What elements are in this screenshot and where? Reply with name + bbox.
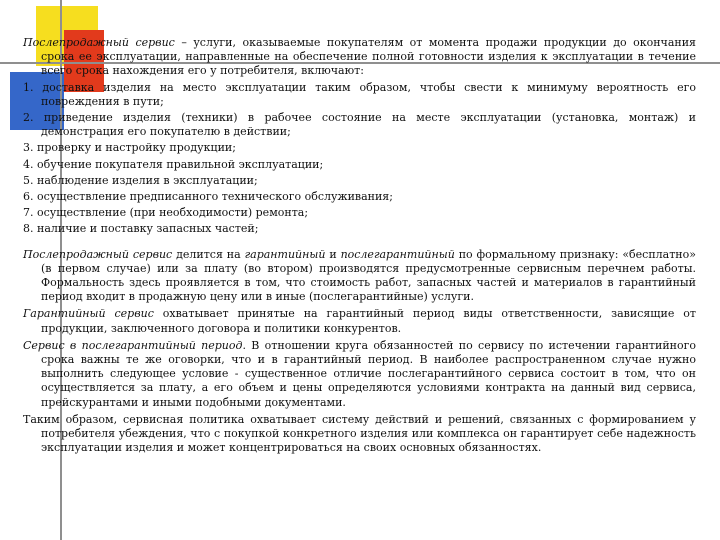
division-term-post-warranty: послегарантийный — [340, 247, 455, 261]
warranty-term: Гарантийный сервис — [23, 307, 154, 321]
warranty-text: охватывает принятые на гарантийный период виды ответственности, зависящие от продукции, заключенного договора и политики конкурентов. — [41, 307, 696, 335]
post-warranty-paragraph — [23, 339, 696, 410]
division-text-2: и — [325, 247, 341, 261]
warranty-paragraph — [23, 307, 696, 335]
division-term-service: Послепродажный сервис — [23, 247, 173, 261]
paragraph-gap — [23, 237, 696, 248]
document-body — [23, 36, 696, 455]
division-term-warranty: гарантийный — [244, 247, 326, 261]
list-item-8: 8. наличие и поставку запасных частей; — [23, 222, 259, 236]
intro-text: – услуги, оказываемые покупателям от момента продажи продукции до окончания срока ее эксплуатации, направленные на обеспечение полной готовности изделия к эксплуатации в течение всего срока нахождения его у потребителя, включают: — [41, 36, 696, 78]
intro-paragraph — [23, 36, 696, 79]
list-item-3: 3. проверку и настройку продукции; — [23, 141, 236, 155]
list-item-1: 1. доставка изделия на место эксплуатации таким образом, чтобы свести к минимуму вероятность его повреждения в пути; — [23, 80, 696, 108]
post-warranty-term: Сервис в послегарантийный период — [23, 338, 243, 352]
list-item-5: 5. наблюдение изделия в эксплуатации; — [23, 173, 258, 187]
conclusion-paragraph: Таким образом, сервисная политика охватывает систему действий и решений, связанных с формированием у потребителя убеждения, что с покупкой конкретного изделия или комплекса он гарантирует себе надежность эксплуатации изделия и может концентрироваться на своих основных обязанностях. — [23, 412, 696, 455]
intro-term: Послепродажный сервис — [23, 36, 175, 49]
list-item-7: 7. осуществление (при необходимости) ремонта; — [23, 206, 309, 220]
division-text-1: делится на — [172, 247, 245, 261]
list-item-2: 2. приведение изделия (техники) в рабочее состояние на месте эксплуатации (установка, монтаж) и демонстрация его покупателю в действии; — [23, 111, 696, 139]
post-warranty-text: . В отношении круга обязанностей по сервису по истечении гарантийного срока важны те же оговорки, что и в гарантийный период. В наиболее распространенном случае нужно выполнить следующее условие - существенное отличие послегарантийного сервиса состоит в том, что он осуществляется за плату, а его объем и цены определяются условиями контракта на данный вид сервиса, прейскурантами и иными подобными документами. — [41, 338, 697, 409]
list-item-6: 6. осуществление предписанного технического обслуживания; — [23, 190, 393, 204]
list-item-4: 4. обучение покупателя правильной эксплуатации; — [23, 157, 324, 171]
division-paragraph — [23, 248, 696, 305]
division-text-3: по формальному признаку: «бесплатно» (в первом случае) или за плату (во втором) производятся предусмотренные сервисным перечнем работы. Формальность здесь проявляется в том, что стоимость работ, запасных частей и материалов в гарантийный период входит в продажную цену или в иные (послегарантийные) услуги. — [41, 247, 696, 304]
